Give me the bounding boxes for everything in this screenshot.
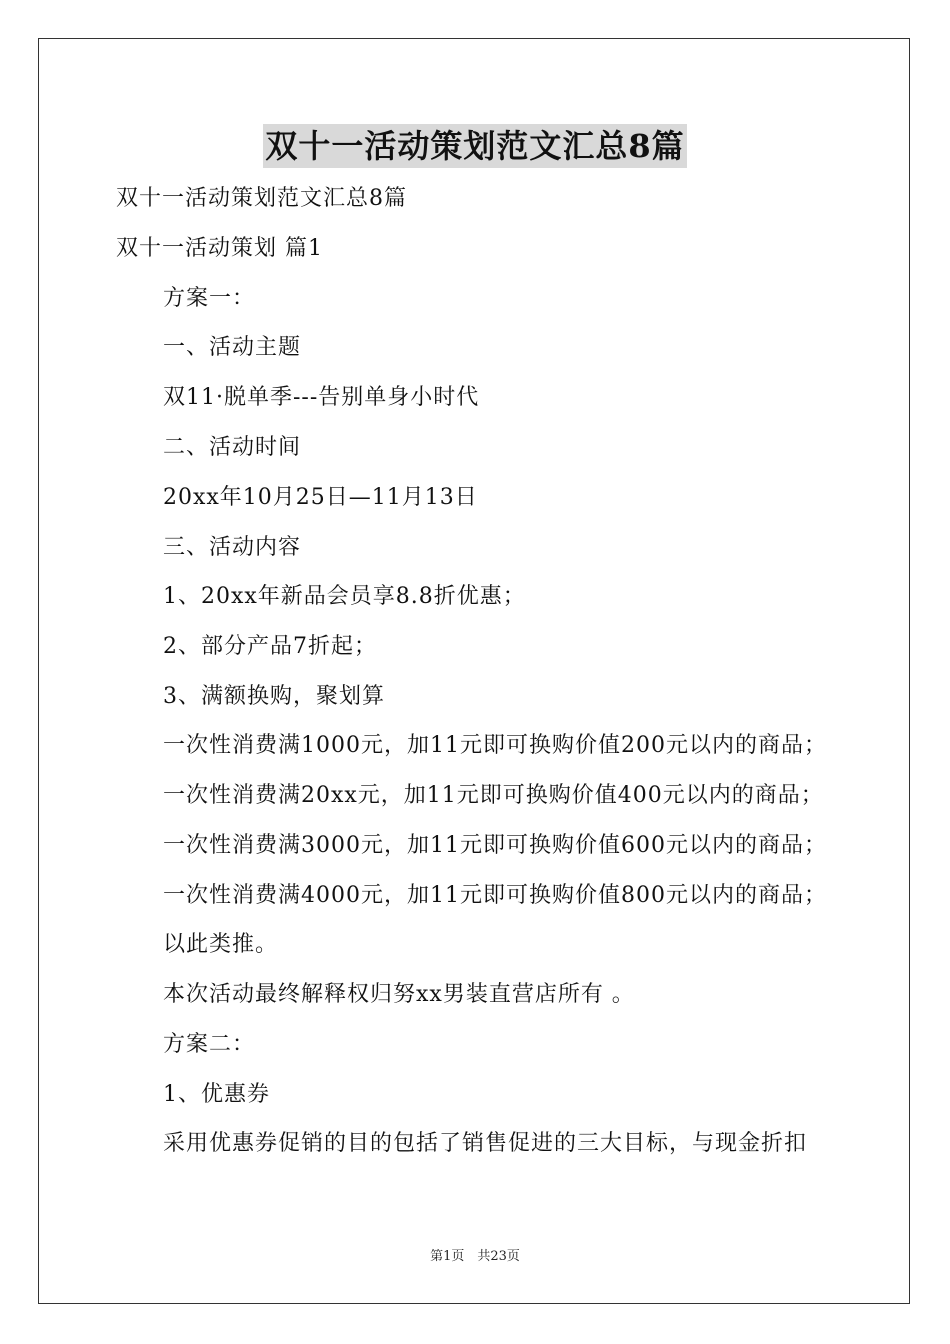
title-container (0, 124, 950, 168)
paragraph: 方案一： (163, 286, 256, 311)
paragraph: 双11·脱单季---告别单身小时代 (163, 385, 480, 410)
paragraph: 方案二： (163, 1032, 256, 1057)
paragraph: 3、满额换购，聚划算 (163, 684, 385, 709)
paragraph: 1、20xx年新品会员享8.8折优惠； (163, 584, 526, 609)
paragraph: 20xx年10月25日—11月13日 (163, 485, 478, 510)
page-border (38, 38, 910, 1304)
doc-heading-line: 双十一活动策划范文汇总8篇 (116, 186, 407, 211)
paragraph: 本次活动最终解释权归努xx男装直营店所有 。 (163, 982, 635, 1007)
paragraph: 一、活动主题 (163, 335, 302, 360)
paragraph: 二、活动时间 (163, 435, 302, 460)
paragraph: 2、部分产品7折起； (163, 634, 377, 659)
paragraph: 采用优惠券促销的目的包括了销售促进的三大目标，与现金折扣 (163, 1131, 808, 1156)
paragraph: 1、优惠券 (163, 1082, 270, 1107)
paragraph: 以此类推。 (163, 932, 279, 957)
paragraph: 一次性消费满4000元，加11元即可换购价值800元以内的商品； (163, 883, 827, 908)
paragraph: 三、活动内容 (163, 535, 302, 560)
paragraph: 一次性消费满20xx元，加11元即可换购价值400元以内的商品； (163, 783, 824, 808)
page-footer: 第1页 共23页 (430, 1249, 520, 1264)
section-heading: 双十一活动策划 篇1 (116, 236, 323, 261)
document-title: 双十一活动策划范文汇总8篇 (263, 124, 686, 168)
paragraph: 一次性消费满3000元，加11元即可换购价值600元以内的商品； (163, 833, 827, 858)
paragraph: 一次性消费满1000元，加11元即可换购价值200元以内的商品； (163, 733, 827, 758)
